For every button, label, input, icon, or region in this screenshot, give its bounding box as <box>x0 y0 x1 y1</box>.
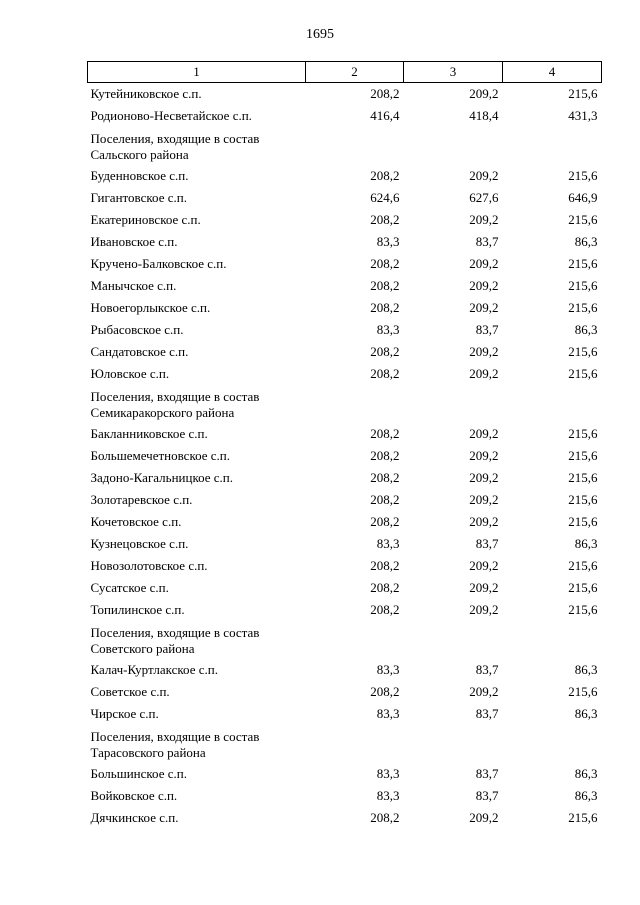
value-col-4: 215,6 <box>568 366 598 381</box>
settlement-name: Манычское с.п. <box>90 278 177 293</box>
value-col-2: 208,2 <box>370 448 400 463</box>
value-col-2: 83,3 <box>376 234 400 249</box>
settlement-name: Калач-Куртлакское с.п. <box>90 662 218 677</box>
value-col-3: 209,2 <box>469 448 499 463</box>
group-heading-row <box>88 127 602 165</box>
table-row <box>88 231 602 253</box>
group-heading: Поселения, входящие в состав Советского района <box>90 625 260 656</box>
table-row <box>88 659 602 681</box>
value-col-3: 209,2 <box>469 602 499 617</box>
value-col-4: 86,3 <box>574 322 598 337</box>
value-col-3: 209,2 <box>469 256 499 271</box>
table-row <box>88 511 602 533</box>
table-row <box>88 253 602 275</box>
table-row <box>88 445 602 467</box>
value-col-3: 83,7 <box>475 706 499 721</box>
value-col-3: 83,7 <box>475 788 499 803</box>
value-col-4: 215,6 <box>568 492 598 507</box>
settlement-name: Советское с.п. <box>90 684 170 699</box>
value-col-2: 208,2 <box>370 602 400 617</box>
table-row <box>88 319 602 341</box>
settlement-name: Топилинское с.п. <box>90 602 185 617</box>
value-col-4: 215,6 <box>568 514 598 529</box>
column-header-3: 3 <box>404 62 503 83</box>
settlement-name: Бакланниковское с.п. <box>90 426 208 441</box>
group-heading-row <box>88 385 602 423</box>
value-col-3: 209,2 <box>469 470 499 485</box>
value-col-2: 83,3 <box>376 662 400 677</box>
value-col-3: 209,2 <box>469 810 499 825</box>
table-row <box>88 763 602 785</box>
value-col-3: 83,7 <box>475 536 499 551</box>
value-col-2: 83,3 <box>376 536 400 551</box>
value-col-4: 215,6 <box>568 448 598 463</box>
value-col-4: 215,6 <box>568 278 598 293</box>
value-col-3: 209,2 <box>469 344 499 359</box>
table-row <box>88 703 602 725</box>
value-col-4: 86,3 <box>574 662 598 677</box>
budget-table <box>87 61 602 829</box>
value-col-4: 215,6 <box>568 86 598 101</box>
value-col-2: 83,3 <box>376 766 400 781</box>
table-row <box>88 681 602 703</box>
value-col-2: 208,2 <box>370 278 400 293</box>
value-col-3: 209,2 <box>469 86 499 101</box>
table-header-row <box>88 62 602 83</box>
value-col-3: 209,2 <box>469 212 499 227</box>
value-col-3: 209,2 <box>469 558 499 573</box>
table-row <box>88 533 602 555</box>
settlement-name: Золотаревское с.п. <box>90 492 193 507</box>
value-col-3: 83,7 <box>475 234 499 249</box>
settlement-name: Большемечетновское с.п. <box>90 448 231 463</box>
value-col-3: 209,2 <box>469 278 499 293</box>
table-row <box>88 423 602 445</box>
value-col-4: 215,6 <box>568 300 598 315</box>
settlement-name: Большинское с.п. <box>90 766 187 781</box>
value-col-4: 215,6 <box>568 344 598 359</box>
settlement-name: Дячкинское с.п. <box>90 810 179 825</box>
value-col-4: 646,9 <box>568 190 598 205</box>
group-heading: Поселения, входящие в состав Тарасовского района <box>90 729 260 760</box>
value-col-4: 431,3 <box>568 108 598 123</box>
value-col-4: 215,6 <box>568 168 598 183</box>
value-col-4: 215,6 <box>568 602 598 617</box>
settlement-name: Кузнецовское с.п. <box>90 536 189 551</box>
value-col-2: 208,2 <box>370 168 400 183</box>
settlement-name: Сусатское с.п. <box>90 580 169 595</box>
value-col-3: 83,7 <box>475 322 499 337</box>
settlement-name: Новоегорлыкское с.п. <box>90 300 211 315</box>
value-col-2: 208,2 <box>370 492 400 507</box>
value-col-3: 209,2 <box>469 492 499 507</box>
value-col-4: 215,6 <box>568 256 598 271</box>
settlement-name: Сандатовское с.п. <box>90 344 189 359</box>
table-row <box>88 275 602 297</box>
value-col-2: 83,3 <box>376 706 400 721</box>
value-col-2: 83,3 <box>376 788 400 803</box>
value-col-3: 209,2 <box>469 300 499 315</box>
value-col-3: 209,2 <box>469 684 499 699</box>
group-heading: Поселения, входящие в состав Сальского района <box>90 131 260 162</box>
page-number: 1695 <box>306 27 334 42</box>
value-col-2: 208,2 <box>370 470 400 485</box>
value-col-3: 83,7 <box>475 662 499 677</box>
value-col-3: 209,2 <box>469 426 499 441</box>
value-col-4: 86,3 <box>574 706 598 721</box>
value-col-4: 86,3 <box>574 234 598 249</box>
value-col-4: 215,6 <box>568 470 598 485</box>
table-row <box>88 363 602 385</box>
table-row <box>88 555 602 577</box>
settlement-name: Задоно-Кагальницкое с.п. <box>90 470 234 485</box>
table-row <box>88 785 602 807</box>
value-col-4: 86,3 <box>574 788 598 803</box>
value-col-2: 208,2 <box>370 558 400 573</box>
value-col-2: 208,2 <box>370 810 400 825</box>
value-col-2: 83,3 <box>376 322 400 337</box>
settlement-name: Чирское с.п. <box>90 706 159 721</box>
table-body <box>88 83 602 830</box>
table-row <box>88 489 602 511</box>
table-row <box>88 341 602 363</box>
value-col-4: 215,6 <box>568 810 598 825</box>
value-col-2: 208,2 <box>370 514 400 529</box>
settlement-name: Екатериновское с.п. <box>90 212 201 227</box>
settlement-name: Рыбасовское с.п. <box>90 322 184 337</box>
value-col-3: 209,2 <box>469 580 499 595</box>
settlement-name: Новозолотовское с.п. <box>90 558 208 573</box>
column-header-2: 2 <box>306 62 404 83</box>
settlement-name: Кочетовское с.п. <box>90 514 182 529</box>
value-col-2: 416,4 <box>370 108 400 123</box>
group-heading: Поселения, входящие в состав Семикаракорского района <box>90 389 260 420</box>
settlement-name: Кутейниковское с.п. <box>90 86 202 101</box>
value-col-4: 86,3 <box>574 536 598 551</box>
table-row <box>88 807 602 829</box>
table-row <box>88 209 602 231</box>
table-row <box>88 187 602 209</box>
value-col-2: 208,2 <box>370 212 400 227</box>
table-row <box>88 83 602 106</box>
table-row <box>88 105 602 127</box>
value-col-2: 208,2 <box>370 580 400 595</box>
value-col-3: 209,2 <box>469 514 499 529</box>
value-col-4: 86,3 <box>574 766 598 781</box>
table-row <box>88 599 602 621</box>
group-heading-row <box>88 621 602 659</box>
value-col-3: 418,4 <box>469 108 499 123</box>
settlement-name: Юловское с.п. <box>90 366 170 381</box>
value-col-3: 209,2 <box>469 168 499 183</box>
table-row <box>88 297 602 319</box>
value-col-4: 215,6 <box>568 684 598 699</box>
settlement-name: Кручено-Балковское с.п. <box>90 256 227 271</box>
value-col-2: 208,2 <box>370 86 400 101</box>
table-row <box>88 467 602 489</box>
value-col-3: 209,2 <box>469 366 499 381</box>
settlement-name: Ивановское с.п. <box>90 234 178 249</box>
value-col-2: 208,2 <box>370 684 400 699</box>
table-row <box>88 577 602 599</box>
settlement-name: Буденновское с.п. <box>90 168 189 183</box>
settlement-name: Войковское с.п. <box>90 788 178 803</box>
table-row <box>88 165 602 187</box>
value-col-4: 215,6 <box>568 212 598 227</box>
value-col-3: 83,7 <box>475 766 499 781</box>
value-col-4: 215,6 <box>568 580 598 595</box>
value-col-3: 627,6 <box>469 190 499 205</box>
value-col-2: 624,6 <box>370 190 400 205</box>
column-header-1: 1 <box>88 62 306 83</box>
value-col-2: 208,2 <box>370 426 400 441</box>
value-col-2: 208,2 <box>370 366 400 381</box>
value-col-2: 208,2 <box>370 300 400 315</box>
settlement-name: Гигантовское с.п. <box>90 190 187 205</box>
value-col-4: 215,6 <box>568 426 598 441</box>
value-col-4: 215,6 <box>568 558 598 573</box>
settlement-name: Родионово-Несветайское с.п. <box>90 108 252 123</box>
value-col-2: 208,2 <box>370 344 400 359</box>
group-heading-row <box>88 725 602 763</box>
column-header-4: 4 <box>503 62 602 83</box>
value-col-2: 208,2 <box>370 256 400 271</box>
